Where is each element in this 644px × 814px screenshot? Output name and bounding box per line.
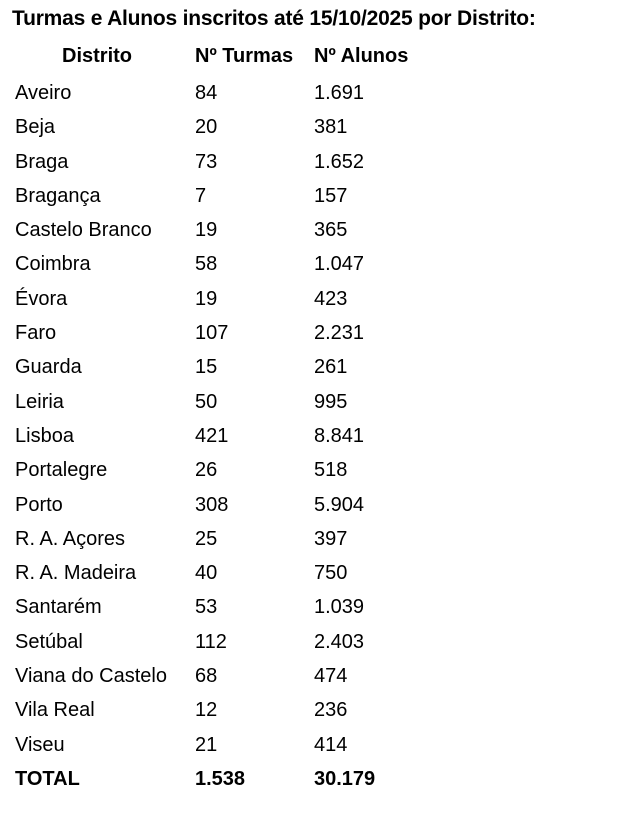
cell-alunos: 5.904 <box>314 493 365 516</box>
cell-turmas: 40 <box>195 562 218 585</box>
cell-alunos: 414 <box>314 733 348 756</box>
cell-distrito: Faro <box>15 322 57 345</box>
cell-distrito: R. A. Açores <box>15 527 126 550</box>
cell-alunos: 1.039 <box>314 596 365 619</box>
cell-turmas: 68 <box>195 665 218 688</box>
table-row <box>0 388 644 422</box>
page-title: Turmas e Alunos inscritos até 15/10/2025 por Distrito: <box>12 7 536 30</box>
column-header-distrito: Distrito <box>62 45 132 67</box>
table-body <box>0 79 644 799</box>
cell-turmas: 20 <box>195 116 218 139</box>
cell-turmas: 21 <box>195 733 218 756</box>
cell-alunos: 474 <box>314 665 348 688</box>
table-row <box>0 148 644 182</box>
table-row <box>0 79 644 113</box>
column-header-alunos: Nº Alunos <box>314 45 409 67</box>
table-row <box>0 456 644 490</box>
table-row <box>0 662 644 696</box>
cell-distrito: Braga <box>15 150 69 173</box>
table-row <box>0 285 644 319</box>
table-row <box>0 525 644 559</box>
total-label: TOTAL <box>15 767 80 790</box>
table-row <box>0 216 644 250</box>
cell-turmas: 73 <box>195 150 218 173</box>
cell-alunos: 2.231 <box>314 322 365 345</box>
cell-alunos: 1.691 <box>314 82 365 104</box>
cell-turmas: 25 <box>195 527 218 550</box>
cell-alunos: 1.652 <box>314 150 365 173</box>
cell-distrito: Beja <box>15 116 56 139</box>
cell-turmas: 12 <box>195 699 218 722</box>
table-row <box>0 559 644 593</box>
cell-alunos: 995 <box>314 390 348 413</box>
table-row <box>0 319 644 353</box>
total-alunos: 30.179 <box>314 767 376 790</box>
table-row-total <box>0 765 644 799</box>
cell-distrito: Lisboa <box>15 424 74 447</box>
cell-distrito: Viana do Castelo <box>15 665 167 688</box>
cell-distrito: Viseu <box>15 733 65 756</box>
cell-turmas: 26 <box>195 459 218 482</box>
cell-alunos: 236 <box>314 699 348 722</box>
table-row <box>0 491 644 525</box>
table-header <box>0 45 644 75</box>
cell-distrito: Castelo Branco <box>15 219 152 242</box>
cell-distrito: R. A. Madeira <box>15 562 137 585</box>
cell-distrito: Vila Real <box>15 699 95 722</box>
table-row <box>0 731 644 765</box>
table-row <box>0 113 644 147</box>
table-row <box>0 353 644 387</box>
cell-turmas: 19 <box>195 219 218 242</box>
cell-alunos: 2.403 <box>314 630 365 653</box>
cell-alunos: 1.047 <box>314 253 365 276</box>
cell-turmas: 19 <box>195 287 218 310</box>
cell-turmas: 58 <box>195 253 218 276</box>
cell-turmas: 7 <box>195 184 207 207</box>
cell-alunos: 365 <box>314 219 348 242</box>
cell-turmas: 15 <box>195 356 218 379</box>
cell-turmas: 50 <box>195 390 218 413</box>
cell-alunos: 8.841 <box>314 424 365 447</box>
cell-turmas: 112 <box>195 630 227 653</box>
table-row <box>0 250 644 284</box>
cell-distrito: Leiria <box>15 390 64 413</box>
cell-alunos: 261 <box>314 356 348 379</box>
table-row <box>0 628 644 662</box>
cell-alunos: 381 <box>314 116 348 139</box>
column-header-turmas: Nº Turmas <box>195 45 294 67</box>
cell-turmas: 421 <box>195 424 229 447</box>
cell-turmas: 53 <box>195 596 218 619</box>
cell-distrito: Portalegre <box>15 459 108 482</box>
cell-distrito: Aveiro <box>15 82 72 104</box>
cell-distrito: Porto <box>15 493 63 516</box>
cell-distrito: Santarém <box>15 596 102 619</box>
cell-turmas: 107 <box>195 322 229 345</box>
cell-distrito: Bragança <box>15 184 101 207</box>
cell-turmas: 84 <box>195 82 218 104</box>
cell-alunos: 518 <box>314 459 348 482</box>
cell-distrito: Coimbra <box>15 253 91 276</box>
cell-alunos: 397 <box>314 527 348 550</box>
cell-distrito: Évora <box>15 287 68 310</box>
cell-distrito: Guarda <box>15 356 82 379</box>
table-row <box>0 696 644 730</box>
cell-distrito: Setúbal <box>15 630 83 653</box>
cell-alunos: 750 <box>314 562 348 585</box>
table-row <box>0 182 644 216</box>
table-row <box>0 422 644 456</box>
total-turmas: 1.538 <box>195 767 246 790</box>
table-row <box>0 593 644 627</box>
cell-turmas: 308 <box>195 493 229 516</box>
cell-alunos: 157 <box>314 184 348 207</box>
cell-alunos: 423 <box>314 287 348 310</box>
